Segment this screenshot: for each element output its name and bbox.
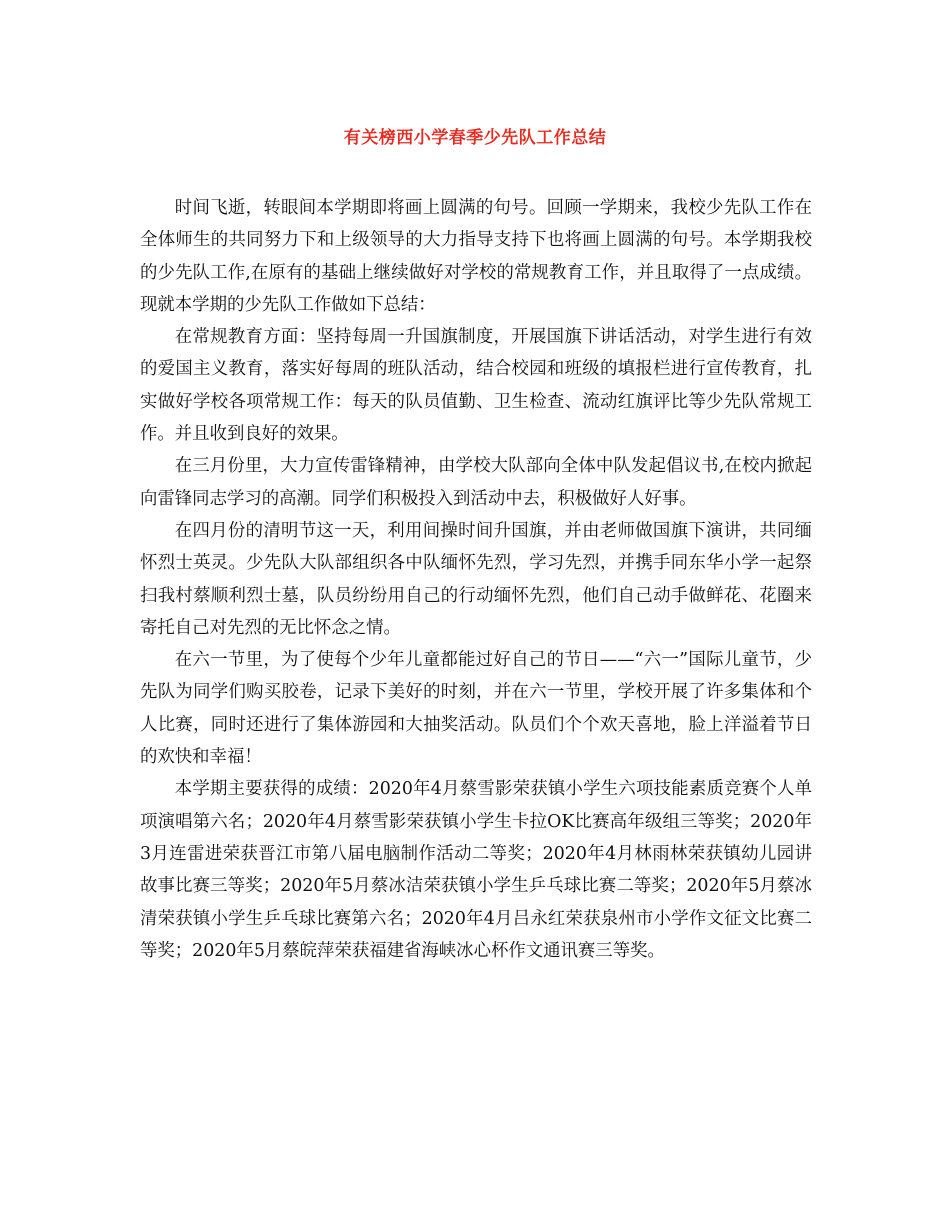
document-title: 有关榜西小学春季少先队工作总结 (343, 128, 607, 148)
paragraph-march-leifeng: 在三月份里，大力宣传雷锋精神，由学校大队部向全体中队发起倡议书,在校内掀起向雷锋同志学习的高潮。同学们积极投入到活动中去，积极做好人好事。 (140, 456, 812, 509)
paragraph-routine-education: 在常规教育方面：坚持每周一升国旗制度，开展国旗下讲话活动，对学生进行有效的爱国主义教育，落实好每周的班队活动，结合校园和班级的填报栏进行宣传教育，扎实做好学校各项常规工作：每天的队员值勤、卫生检查、流动红旗评比等少先队常规工作。并且收到良好的效果。 (140, 327, 812, 445)
paragraph-achievements: 本学期主要获得的成绩：2020年4月蔡雪影荣获镇小学生六项技能素质竞赛个人单项演唱第六名；2020年4月蔡雪影荣获镇小学生卡拉OK比赛高年级组三等奖；2020年3月连雷进荣获晋江市第八届电脑制作活动二等奖；2020年4月林雨林荣获镇幼儿园讲故事比赛三等奖；2020年5月蔡冰洁荣获镇小学生乒乓球比赛二等奖；2020年5月蔡冰清荣获镇小学生乒乓球比赛第六名；2020年4月吕永红荣获泉州市小学作文征文比赛二等奖；2020年5月蔡皖萍荣获福建省海峡冰心杯作文通讯赛三等奖。 (140, 779, 812, 961)
paragraph-intro: 时间飞逝，转眼间本学期即将画上圆满的句号。回顾一学期来，我校少先队工作在全体师生的共同努力下和上级领导的大力指导支持下也将画上圆满的句号。本学期我校的少先队工作,在原有的基础上继续做好对学校的常规教育工作，并且取得了一点成绩。现就本学期的少先队工作做如下总结： (140, 198, 812, 315)
paragraph-april-qingming: 在四月份的清明节这一天，利用间操时间升国旗，并由老师做国旗下演讲，共同缅怀烈士英灵。少先队大队部组织各中队缅怀先烈，学习先烈，并携手同东华小学一起祭扫我村蔡顺利烈士墓，队员纷纷用自己的行动缅怀先烈，他们自己动手做鲜花、花圈来寄托自己对先烈的无比怀念之情。 (140, 520, 812, 638)
document-body (140, 192, 812, 967)
paragraph-childrens-day: 在六一节里，为了使每个少年儿童都能过好自己的节日——“六一”国际儿童节，少先队为同学们购买胶卷，记录下美好的时刻，并在六一节里，学校开展了许多集体和个人比赛，同时还进行了集体游园和大抽奖活动。队员们个个欢天喜地，脸上洋溢着节日的欢快和幸福！ (140, 650, 812, 768)
